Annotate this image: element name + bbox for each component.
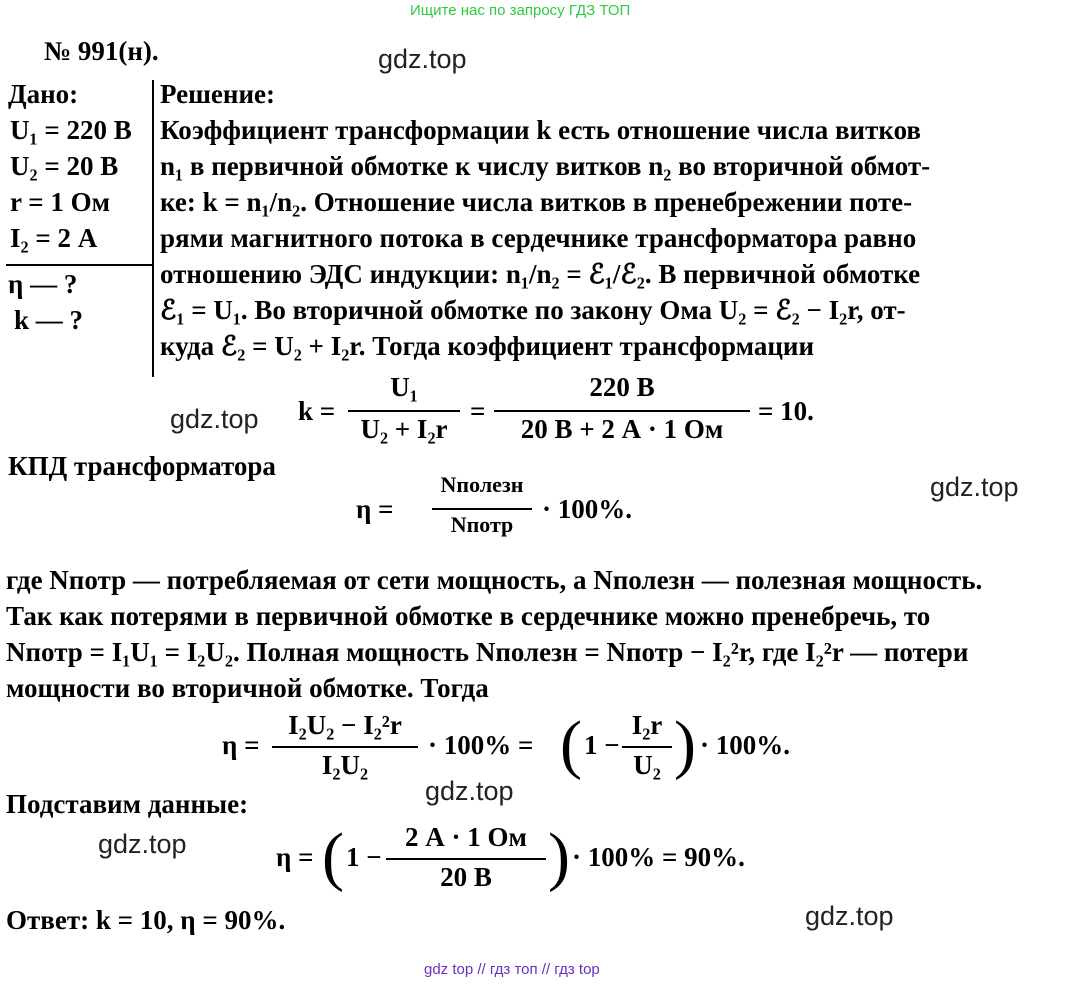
formula-eta2-mid: · 100% = (428, 730, 534, 760)
formula-eta-den: Nпотр (450, 512, 514, 537)
formula-k-bar1 (348, 410, 460, 412)
watermark: gdz.top (930, 472, 1019, 502)
formula-eta2-bar1 (272, 746, 418, 748)
find-eta: η — ? (8, 269, 78, 299)
formula-k-num1: U₁ (390, 372, 418, 402)
footer-links[interactable]: gdz top // гдз топ // гдз top (424, 961, 600, 978)
formula-eta3-lhs: η = (276, 842, 314, 872)
formula-k-eq: = (470, 396, 486, 426)
given-line: U₂ = 20 В (10, 151, 119, 181)
substitute-title: Подставим данные: (6, 789, 249, 819)
formula-eta2-num2: I₂r (631, 710, 663, 740)
formula-k-num2: 220 В (589, 372, 655, 402)
formula-eta2-num1: I₂U₂ − I₂²r (288, 710, 402, 740)
paragraph-line: Nпотр = I₁U₁ = I₂U₂. Полная мощность Nполезн = Nпотр − I₂²r, где I₂²r — потери (6, 637, 969, 667)
problem-number: № 991(н). (44, 36, 159, 66)
kpd-title: КПД трансформатора (8, 451, 276, 481)
solution-line: ℰ₁ = U₁. Во вторичной обмотке по закону Ома U₂ = ℰ₂ − I₂r, от- (160, 295, 906, 325)
given-title: Дано: (8, 79, 79, 109)
solution-line: рями магнитного потока в сердечнике трансформатора равно (160, 223, 917, 253)
solution-line: куда ℰ₂ = U₂ + I₂r. Тогда коэффициент трансформации (160, 331, 814, 361)
watermark: gdz.top (98, 829, 187, 859)
watermark: gdz.top (378, 44, 467, 74)
watermark: gdz.top (805, 901, 894, 931)
formula-k-den1: U₂ + I₂r (360, 414, 448, 444)
formula-k-bar2 (494, 410, 750, 412)
formula-eta-lhs: η = (356, 494, 394, 524)
formula-eta-tail: · 100%. (542, 494, 633, 524)
given-line: I₂ = 2 А (10, 223, 98, 253)
formula-eta2-tail: · 100%. (700, 730, 791, 760)
paren-left: ( (560, 708, 582, 781)
formula-eta3-den: 20 В (440, 862, 492, 892)
watermark: gdz.top (170, 404, 259, 434)
formula-k-result: = 10. (758, 396, 814, 426)
formula-eta2-one: 1 − (584, 730, 620, 760)
formula-eta3-num: 2 А · 1 Ом (405, 822, 527, 852)
answer: Ответ: k = 10, η = 90%. (6, 905, 286, 935)
paragraph-line: мощности во вторичной обмотке. Тогда (6, 673, 489, 703)
header-search-hint[interactable]: Ищите нас по запросу ГДЗ ТОП (410, 2, 631, 19)
given-line: r = 1 Ом (10, 187, 111, 217)
solution-line: Коэффициент трансформации k есть отношение числа витков (160, 115, 921, 145)
formula-eta-bar (432, 508, 532, 510)
paren-right: ) (674, 708, 696, 781)
formula-k-den2: 20 В + 2 А · 1 Ом (520, 414, 724, 444)
formula-eta2-den2: U₂ (633, 750, 661, 780)
formula-eta3-one: 1 − (346, 842, 382, 872)
formula-eta-num: Nполезн (440, 472, 524, 497)
paren-right: ) (548, 820, 570, 893)
formula-eta2-bar2 (622, 746, 672, 748)
solution-line: n₁ в первичной обмотке к числу витков n₂ во вторичной обмот- (160, 151, 931, 181)
paragraph-line: где Nпотр — потребляемая от сети мощность, а Nполезн — полезная мощность. (6, 565, 983, 595)
solution-line: отношению ЭДС индукции: n₁/n₂ = ℰ₁/ℰ₂. В первичной обмотке (160, 259, 921, 289)
find-k: k — ? (14, 305, 84, 335)
watermark: gdz.top (425, 776, 514, 806)
paren-left: ( (322, 820, 344, 893)
formula-eta2-lhs: η = (222, 730, 260, 760)
formula-eta3-tail: · 100% = 90%. (572, 842, 745, 872)
formula-eta2-den1: I₂U₂ (321, 750, 369, 780)
paragraph-line: Так как потерями в первичной обмотке в сердечнике можно пренебречь, то (6, 601, 931, 631)
given-line: U₁ = 220 В (10, 115, 132, 145)
formula-k-lhs: k = (298, 396, 336, 426)
solution-line: ке: k = n₁/n₂. Отношение числа витков в пренебрежении поте- (160, 187, 913, 217)
formula-eta3-bar (386, 858, 546, 860)
given-divider-vertical (152, 80, 154, 377)
solution-title: Решение: (160, 79, 275, 109)
